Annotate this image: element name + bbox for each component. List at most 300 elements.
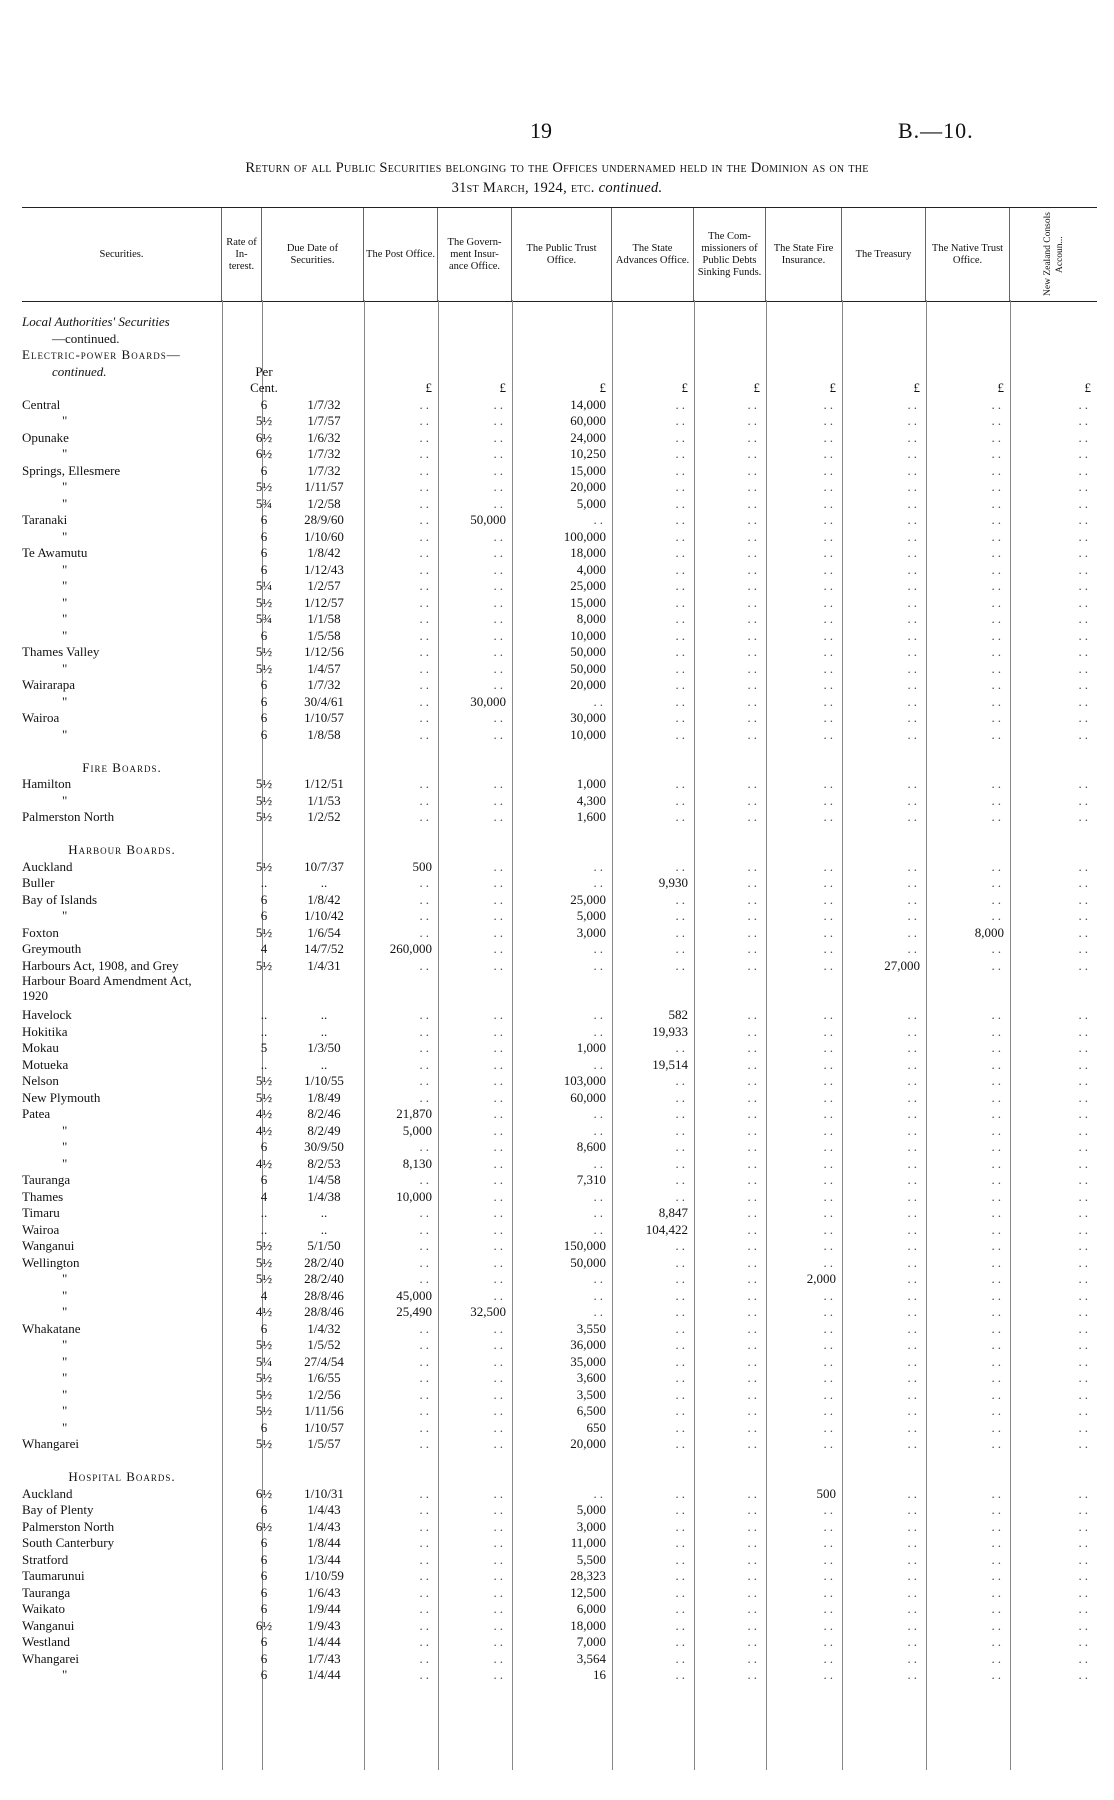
amount-cell: .. <box>419 1221 432 1237</box>
col-treasury: The Treasury <box>842 208 926 301</box>
amount-cell: .. <box>991 677 1004 692</box>
table-row <box>22 1403 1097 1420</box>
amount-cell: .. <box>1078 1667 1091 1682</box>
amount-cell: .. <box>1078 1007 1091 1022</box>
amount-cell: .. <box>1078 1337 1091 1352</box>
due-date: 1/4/44 <box>307 1667 341 1682</box>
amount-cell: .. <box>675 957 688 973</box>
spacer-row <box>22 1453 1097 1469</box>
amount-cell: .. <box>493 957 506 973</box>
amount-cell: .. <box>419 891 432 907</box>
interest-rate: 4½ <box>255 1106 273 1121</box>
amount-cell: .. <box>593 1485 606 1501</box>
amount-cell: .. <box>675 1667 688 1682</box>
amount-cell: .. <box>907 858 920 874</box>
amount-cell: .. <box>823 1535 836 1550</box>
interest-rate: 5½ <box>255 1370 273 1385</box>
amount-cell: .. <box>493 1634 506 1649</box>
amount-cell: 8,000 <box>974 924 1004 940</box>
amount-cell: .. <box>593 1205 606 1220</box>
amount-cell: .. <box>747 1617 760 1633</box>
amount-cell: .. <box>823 1353 836 1369</box>
amount-cell: .. <box>823 677 836 692</box>
amount-cell: 15,000 <box>570 462 606 478</box>
amount-cell: .. <box>493 1337 506 1352</box>
amount-cell: .. <box>823 1205 836 1220</box>
col-due-date: Due Date of Securities. <box>262 208 364 301</box>
amount-cell: .. <box>1078 495 1091 511</box>
amount-cell: .. <box>675 611 688 626</box>
amount-cell: .. <box>1078 1617 1091 1633</box>
amount-cell: .. <box>493 429 506 445</box>
interest-rate: .. <box>260 1056 268 1072</box>
amount-cell: .. <box>419 710 432 725</box>
due-date: 1/2/52 <box>307 809 341 824</box>
amount-cell: .. <box>747 1254 760 1270</box>
interest-rate: 5¾ <box>255 611 273 626</box>
amount-cell: .. <box>675 677 688 692</box>
amount-cell: .. <box>493 528 506 544</box>
table-row <box>22 1337 1097 1354</box>
amount-cell: .. <box>991 1122 1004 1138</box>
amount-cell: .. <box>675 1386 688 1402</box>
interest-rate: 5½ <box>255 1254 273 1270</box>
amount-cell: .. <box>675 908 688 923</box>
table-row <box>22 1354 1097 1371</box>
due-date: .. <box>320 1056 328 1072</box>
amount-cell: .. <box>747 1419 760 1435</box>
amount-cell: .. <box>747 413 760 428</box>
interest-rate: 4 <box>260 941 268 956</box>
amount-cell: .. <box>907 479 920 494</box>
amount-cell: 3,550 <box>576 1320 606 1336</box>
interest-rate: 6 <box>260 627 268 643</box>
amount-cell: .. <box>1078 1238 1091 1253</box>
security-name: Tauranga <box>22 1584 71 1600</box>
amount-cell: .. <box>419 726 432 742</box>
amount-cell: 20,000 <box>570 1436 606 1451</box>
table-row <box>22 1502 1097 1519</box>
table-row <box>22 694 1097 711</box>
amount-cell: .. <box>1078 429 1091 445</box>
amount-cell: .. <box>907 1568 920 1583</box>
amount-cell: .. <box>1078 858 1091 874</box>
amount-cell: .. <box>907 611 920 626</box>
interest-rate: 5½ <box>255 479 273 494</box>
amount-cell: 5,000 <box>576 908 606 923</box>
interest-rate: 6½ <box>255 1617 273 1633</box>
amount-cell: .. <box>419 512 432 527</box>
amount-cell: .. <box>907 578 920 593</box>
amount-cell: .. <box>1078 446 1091 461</box>
table-row <box>22 545 1097 562</box>
amount-cell: .. <box>907 1370 920 1385</box>
amount-cell: .. <box>907 627 920 643</box>
amount-cell: .. <box>907 809 920 824</box>
amount-cell: .. <box>493 561 506 577</box>
amount-cell: .. <box>419 1436 432 1451</box>
amount-cell: .. <box>907 1337 920 1352</box>
amount-cell: .. <box>747 1304 760 1319</box>
table-row <box>22 1370 1097 1387</box>
due-date: 1/3/44 <box>307 1551 341 1567</box>
amount-cell: .. <box>419 446 432 461</box>
due-date: 1/4/57 <box>307 660 341 676</box>
amount-cell: 11,000 <box>570 1535 606 1550</box>
amount-cell: .. <box>747 1485 760 1501</box>
amount-cell: .. <box>747 1106 760 1121</box>
amount-cell: 30,000 <box>470 693 506 709</box>
amount-cell: 12,500 <box>570 1584 606 1600</box>
amount-cell: .. <box>1078 1139 1091 1154</box>
security-name: " <box>62 1271 68 1286</box>
amount-cell: .. <box>493 1584 506 1600</box>
security-name: " <box>62 1304 68 1319</box>
security-name: Whakatane <box>22 1320 81 1336</box>
amount-cell: .. <box>593 875 606 890</box>
due-date: .. <box>320 1205 328 1220</box>
amount-cell: .. <box>991 1617 1004 1633</box>
amount-cell: .. <box>747 1056 760 1072</box>
amount-cell: .. <box>823 1056 836 1072</box>
amount-cell: .. <box>419 644 432 659</box>
interest-rate: .. <box>260 1221 268 1237</box>
amount-cell: .. <box>747 578 760 593</box>
amount-cell: .. <box>991 710 1004 725</box>
amount-cell: .. <box>823 809 836 824</box>
amount-cell: .. <box>991 578 1004 593</box>
amount-cell: .. <box>675 1073 688 1088</box>
amount-cell: .. <box>907 413 920 428</box>
amount-cell: .. <box>419 627 432 643</box>
amount-cell: .. <box>907 660 920 676</box>
security-name: " <box>62 1337 68 1352</box>
amount-cell: .. <box>991 908 1004 923</box>
amount-cell: .. <box>823 941 836 956</box>
amount-cell: .. <box>419 908 432 923</box>
amount-cell: .. <box>593 1221 606 1237</box>
amount-cell: .. <box>493 1617 506 1633</box>
due-date: 27/4/54 <box>304 1353 344 1369</box>
amount-cell: .. <box>823 1023 836 1039</box>
amount-cell: .. <box>991 1634 1004 1649</box>
table-row <box>22 1156 1097 1173</box>
amount-cell: .. <box>907 1172 920 1187</box>
interest-rate: 6 <box>260 1650 268 1666</box>
amount-cell: .. <box>1078 644 1091 659</box>
amount-cell: .. <box>747 1386 760 1402</box>
security-name: " <box>62 1139 68 1154</box>
security-name: " <box>62 627 68 643</box>
amount-cell: .. <box>747 1403 760 1418</box>
interest-rate: 6 <box>260 1667 268 1682</box>
amount-cell: .. <box>991 1007 1004 1022</box>
amount-cell: .. <box>419 875 432 890</box>
amount-cell: .. <box>907 1551 920 1567</box>
amount-cell: .. <box>675 660 688 676</box>
section-heading-text: continued. <box>52 363 107 379</box>
amount-cell: .. <box>675 512 688 527</box>
amount-cell: .. <box>823 429 836 445</box>
amount-cell: .. <box>823 710 836 725</box>
col-government-insurance: The Govern- ment Insur- ance Office. <box>438 208 512 301</box>
amount-cell: .. <box>1078 578 1091 593</box>
amount-cell: .. <box>747 561 760 577</box>
amount-cell: .. <box>419 1007 432 1022</box>
table-row <box>22 1271 1097 1288</box>
due-date: 1/10/60 <box>304 528 344 544</box>
amount-cell: .. <box>493 1370 506 1385</box>
amount-cell: .. <box>1078 1089 1091 1105</box>
amount-cell: 20,000 <box>570 479 606 494</box>
amount-cell: 18,000 <box>570 545 606 560</box>
amount-cell: .. <box>907 1221 920 1237</box>
amount-cell: .. <box>991 1271 1004 1286</box>
amount-cell: .. <box>675 858 688 874</box>
interest-rate: 5½ <box>255 1089 273 1105</box>
due-date: 28/8/46 <box>304 1304 344 1319</box>
due-date: 1/6/43 <box>307 1584 341 1600</box>
col-native-trust: The Native Trust Office. <box>926 208 1010 301</box>
interest-rate: 6 <box>260 710 268 725</box>
amount-cell: .. <box>907 1601 920 1616</box>
amount-cell: .. <box>675 479 688 494</box>
amount-cell: .. <box>1078 1485 1091 1501</box>
due-date: 1/8/49 <box>307 1089 341 1105</box>
amount-cell: .. <box>991 1353 1004 1369</box>
due-date: 1/6/32 <box>307 429 341 445</box>
amount-cell: .. <box>1078 561 1091 577</box>
amount-cell: .. <box>747 545 760 560</box>
amount-cell: .. <box>823 1172 836 1187</box>
amount-cell: 50,000 <box>570 644 606 659</box>
due-date: 1/9/44 <box>307 1601 341 1616</box>
table-row <box>22 628 1097 645</box>
amount-cell: .. <box>991 809 1004 824</box>
table-row <box>22 562 1097 579</box>
amount-cell: .. <box>747 462 760 478</box>
amount-cell: .. <box>907 941 920 956</box>
interest-rate: 6½ <box>255 1485 273 1501</box>
amount-cell: .. <box>747 1040 760 1055</box>
amount-cell: .. <box>747 1502 760 1517</box>
currency-unit: £ <box>753 380 760 395</box>
amount-cell: .. <box>493 726 506 742</box>
amount-cell: .. <box>823 1007 836 1022</box>
table-row <box>22 1222 1097 1239</box>
amount-cell: 20,000 <box>570 677 606 692</box>
security-name: " <box>62 594 68 610</box>
security-name: South Canterbury <box>22 1535 115 1550</box>
due-date: 1/12/56 <box>304 644 344 659</box>
col-state-advances: The State Advances Office. <box>612 208 694 301</box>
amount-cell: .. <box>675 924 688 940</box>
amount-cell: .. <box>419 677 432 692</box>
interest-rate: 5½ <box>255 644 273 659</box>
table-row <box>22 1090 1097 1107</box>
security-name: Central <box>22 396 61 412</box>
amount-cell: 19,933 <box>652 1023 688 1039</box>
amount-cell: .. <box>675 1320 688 1336</box>
amount-cell: .. <box>1078 1535 1091 1550</box>
amount-cell: .. <box>493 446 506 461</box>
amount-cell: .. <box>1078 1023 1091 1039</box>
security-name: " <box>62 413 68 428</box>
section-heading <box>22 760 1097 776</box>
amount-cell: .. <box>419 479 432 494</box>
security-name: Palmerston North <box>22 1518 115 1534</box>
security-name: Harbours Act, 1908, and Grey Harbour Board Amendment Act, 1920 <box>22 957 192 1003</box>
amount-cell: .. <box>675 891 688 907</box>
title-line-2 <box>0 178 1114 198</box>
amount-cell: .. <box>991 1403 1004 1418</box>
due-date: 1/4/43 <box>307 1502 341 1517</box>
amount-cell: .. <box>991 693 1004 709</box>
interest-rate: 5½ <box>255 1403 273 1418</box>
amount-cell: .. <box>747 1518 760 1534</box>
amount-cell: 104,422 <box>645 1221 688 1237</box>
amount-cell: .. <box>1078 1205 1091 1220</box>
amount-cell: .. <box>907 1518 920 1534</box>
amount-cell: .. <box>675 528 688 544</box>
due-date: .. <box>320 875 328 890</box>
interest-rate: 5½ <box>255 594 273 610</box>
amount-cell: .. <box>493 1106 506 1121</box>
amount-cell: 9,930 <box>658 875 688 890</box>
amount-cell: 27,000 <box>884 957 920 973</box>
amount-cell: .. <box>747 594 760 610</box>
amount-cell: .. <box>907 1139 920 1154</box>
due-date: 5/1/50 <box>307 1238 341 1253</box>
col-public-trust: The Public Trust Office. <box>512 208 612 301</box>
security-name: Hokitika <box>22 1023 68 1039</box>
amount-cell: .. <box>991 1568 1004 1583</box>
amount-cell: 582 <box>668 1007 688 1022</box>
amount-cell: .. <box>675 561 688 577</box>
amount-cell: .. <box>419 1551 432 1567</box>
security-name: " <box>62 660 68 676</box>
amount-cell: .. <box>747 693 760 709</box>
amount-cell: .. <box>493 858 506 874</box>
amount-cell: .. <box>823 1106 836 1121</box>
amount-cell: .. <box>907 1535 920 1550</box>
amount-cell: .. <box>823 792 836 808</box>
section-heading-text: Fire Boards. <box>82 759 162 775</box>
amount-cell: .. <box>493 1601 506 1616</box>
amount-cell: 100,000 <box>563 528 606 544</box>
interest-rate: 4 <box>260 1188 268 1204</box>
due-date: 8/2/49 <box>307 1122 341 1138</box>
amount-cell: .. <box>493 891 506 907</box>
security-name: Havelock <box>22 1007 72 1022</box>
amount-cell: 3,564 <box>576 1650 606 1666</box>
security-name: Buller <box>22 875 55 890</box>
amount-cell: .. <box>1078 627 1091 643</box>
interest-rate: 5½ <box>255 809 273 824</box>
amount-cell: .. <box>747 908 760 923</box>
due-date: 1/10/55 <box>304 1073 344 1088</box>
amount-cell: .. <box>1078 875 1091 890</box>
amount-cell: .. <box>493 1271 506 1286</box>
security-name: Westland <box>22 1634 71 1649</box>
interest-rate: 6 <box>260 1502 268 1517</box>
amount-cell: .. <box>991 1601 1004 1616</box>
interest-rate: 5¼ <box>255 578 273 593</box>
table-row <box>22 529 1097 546</box>
amount-cell: 1,600 <box>576 809 606 824</box>
amount-cell: .. <box>747 1436 760 1451</box>
amount-cell: .. <box>991 561 1004 577</box>
title-line-1: Return of all Public Securities belonging to the Offices undernamed held in the Dominion as on the <box>245 160 869 176</box>
table-row <box>22 1651 1097 1668</box>
amount-cell: .. <box>991 446 1004 461</box>
amount-cell: .. <box>991 479 1004 494</box>
amount-cell: .. <box>907 792 920 808</box>
amount-cell: 28,323 <box>570 1568 606 1583</box>
security-name: Bay of Plenty <box>22 1502 94 1517</box>
amount-cell: .. <box>823 512 836 527</box>
amount-cell: .. <box>991 1172 1004 1187</box>
amount-cell: .. <box>991 1320 1004 1336</box>
amount-cell: .. <box>907 1254 920 1270</box>
amount-cell: 8,130 <box>402 1155 432 1171</box>
interest-rate: 5½ <box>255 1436 273 1451</box>
amount-cell: .. <box>493 1650 506 1666</box>
title-date: 31st March, 1924, etc. <box>451 180 595 196</box>
table-row <box>22 958 1097 1008</box>
amount-cell: .. <box>747 1353 760 1369</box>
table-row <box>22 925 1097 942</box>
amount-cell: .. <box>747 627 760 643</box>
amount-cell: .. <box>493 1403 506 1418</box>
security-name: Opunake <box>22 429 69 445</box>
col-consols <box>1010 208 1097 301</box>
section-heading-text: Electric-power Boards— <box>22 347 181 362</box>
section-heading <box>22 314 1097 330</box>
amount-cell: 2,000 <box>806 1271 836 1286</box>
amount-cell: .. <box>991 1584 1004 1600</box>
amount-cell: .. <box>493 677 506 692</box>
amount-cell: .. <box>493 1254 506 1270</box>
amount-cell: .. <box>907 429 920 445</box>
amount-cell: .. <box>1078 776 1091 791</box>
amount-cell: 5,500 <box>576 1551 606 1567</box>
amount-cell: .. <box>1078 1287 1091 1303</box>
amount-cell: .. <box>823 1221 836 1237</box>
amount-cell: .. <box>675 396 688 412</box>
table-row <box>22 1189 1097 1206</box>
amount-cell: .. <box>675 1601 688 1616</box>
amount-cell: 10,000 <box>396 1188 432 1204</box>
amount-cell: 25,000 <box>570 891 606 907</box>
amount-cell: .. <box>991 1535 1004 1550</box>
amount-cell: .. <box>991 528 1004 544</box>
due-date: 1/4/58 <box>307 1172 341 1187</box>
table-row <box>22 793 1097 810</box>
table-row <box>22 1568 1097 1585</box>
amount-cell: .. <box>493 1518 506 1534</box>
amount-cell: .. <box>747 1172 760 1187</box>
amount-cell: .. <box>1078 1419 1091 1435</box>
section-heading <box>22 331 1097 347</box>
amount-cell: .. <box>747 875 760 890</box>
amount-cell: .. <box>823 1518 836 1534</box>
due-date: .. <box>320 1221 328 1237</box>
amount-cell: .. <box>907 1023 920 1039</box>
amount-cell: .. <box>1078 1436 1091 1451</box>
amount-cell: .. <box>823 578 836 593</box>
security-name: Hamilton <box>22 776 72 791</box>
